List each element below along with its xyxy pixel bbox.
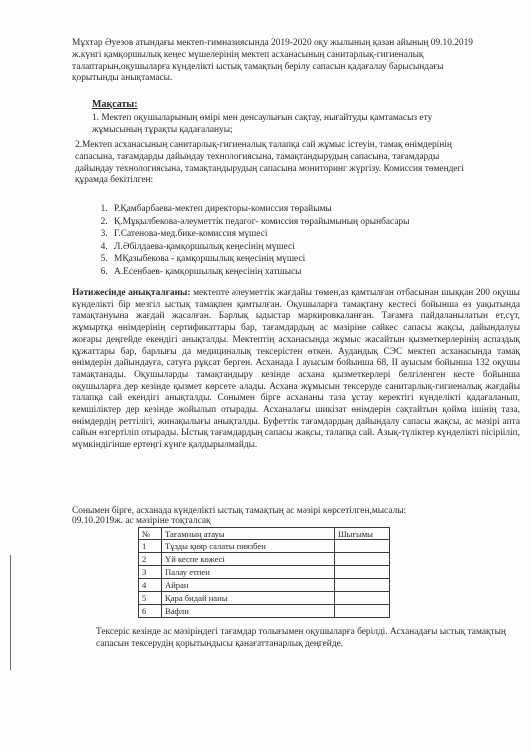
row-number: 2 (139, 553, 162, 566)
list-item: 2. Қ.Мұқылбекова-әлеуметтік педагог- комиссия төрайымының орынбасары (110, 216, 450, 229)
row-yield (335, 579, 390, 592)
menu-table (138, 527, 390, 618)
row-number: 6 (139, 605, 162, 618)
result-paragraph (72, 288, 520, 452)
goal-2: 2.Мектеп асханасының санитарлық-гигиеналық талапқа сай жұмыс істеуін, тамақ өнімдерінің сапасына, тағамдарды дайындау технологиясына, тамақтандырудың сапасына, тағамдарды дайындау технологиясына, тамақтандырудың сапасына мониторинг жүргізу. Комиссия төмендегі құрамда бекітілген: (75, 140, 464, 186)
menu-date: 09.10.2019ж. ас мәзіріне тоқталсақ (72, 516, 211, 526)
row-dish: Тұзды қияр салаты пиязбен (162, 540, 335, 553)
row-dish: Үй кеспе көжесі (162, 553, 335, 566)
row-yield (335, 605, 390, 618)
commission-members-list (92, 203, 450, 279)
table-row (139, 592, 390, 605)
intro-paragraph: Мұхтар Әуезов атындағы мектеп-гимназиясында 2019-2020 оқу жылының қазан айының 09.10.2019 ж.күнгі қамқоршылық кеңес мүшелерінің мектеп асханасының санитарлық-гигиеналық талаптарын,оқушыларға күнделікті ыстық тамақтың берілу сапасын қадағалау барысындағы қорытынды анықтамасы. (72, 38, 473, 84)
margin-line (10, 555, 11, 670)
table-row (139, 579, 390, 592)
final-paragraph: Тексеріс кезінде ас мәзіріндегі тағамдар толығымен оқушыларға берілді. Асханадағы ыстық тамақтың сапасын тексерудің қорытындысы қанағаттанарлық деңгейде. (96, 627, 506, 649)
table-row (139, 553, 390, 566)
list-item: 6. А.Есенбаев- қамқоршылық кеңесінің хатшысы (110, 266, 450, 279)
row-dish: Палау етпен (162, 566, 335, 579)
result-text: мектепте әлеуметтік жағдайы төмен,аз қамтылған отбасынан шыққан 200 оқушы күнделікті бір мезгіл ыстық тамақпен қамтылған. Оқушыларға тамақтану кестесі бойынша өз уақытында тамақтануына жағдай жасалған. Барлық ыдыстар маркировкаланған. Тағамға пайдаланылатын ет,сүт, жұмыртқа өнімдерінің сертификаттары бар, тағамдардың ас мәзіріне сәйкес сапасы жақсы, дайындалуы жоғары деңгейде екендігі анықталды. Мектептің асханасында жұмыс жасайтын қызметкерлерінің аспаздық құжаттары бар, барлығы да медициналық тексерістен өткен. Аудандық СЭС мектеп асханасында тамақ өнімдерін дайындауға, сатуға рұқсат берген. Асханада I ауысым бойынша 68, II ауысым бойынша 132 оқушы тамақтанады. Оқушыларды тамақтандыру кезінде асхана қызметкерлері белгіленген кесте бойынша оқушыларға дер кезінде қызмет көрсете алады. Асхана жұмысын тексеруде санитарлық-гигиеналық жағдайы талапқа сай екендігі анықталды. Сонымен бірге асхананы таза ұстау керектігі күнделікті қадағаланып, кемшіліктер дер кезінде жойылып отырады. Асханалағы шикізат өнімдерін сақтайтын қойма ішінің таза, өнімдердің реттілігі, жинақылығы анықталды. Буфеттік тағамдардың дайындалу сапасы жақсы, ас мәзірі апта сайын өзгертіліп отырады. Ыстық тағамдардың сапасы жақсы, талапқа сай. Азық-түліктер күнделікті пісірііліп, мүмкіндігінше ертеңгі күнге қалдырылмайды. (72, 288, 520, 451)
col-header-number: № (139, 528, 162, 540)
row-yield (335, 592, 390, 605)
col-header-dish: Тағамның атауы (162, 528, 335, 540)
row-dish: Вафли (162, 605, 335, 618)
goals-heading: Мақсаты: (92, 99, 138, 110)
menu-intro: Сонымен бірге, асханада күнделікті ыстық тамақтың ас мәзірі көрсетілген,мысалы: (72, 506, 407, 516)
row-number: 4 (139, 579, 162, 592)
table-row (139, 540, 390, 553)
goal-1: 1. Мектеп оқушыларының өмірі мен денсаулығын сақтау, нығайтуды қамтамасыз ету жұмысының тұрақты қадағалануы; (92, 113, 433, 135)
col-header-yield: Шығымы (335, 528, 390, 540)
table-header-row (139, 528, 390, 540)
table-row (139, 605, 390, 618)
row-number: 5 (139, 592, 162, 605)
row-dish: Қара бидай наны (162, 592, 335, 605)
table-row (139, 566, 390, 579)
row-yield (335, 540, 390, 553)
list-item: 5. МҚазыбекова - қамқоршылық кеңесінің мүшесі (110, 253, 450, 266)
row-number: 3 (139, 566, 162, 579)
result-label: Нәтижесінде анықталғаны: (72, 288, 191, 298)
list-item: 1. Р.Қамбарбаева-мектеп директоры-комиссия төрайымы (110, 203, 450, 216)
row-number: 1 (139, 540, 162, 553)
row-yield (335, 566, 390, 579)
row-yield (335, 553, 390, 566)
list-item: 4. Л.Әбілдаева-қамқоршылық кеңесінің мүшесі (110, 241, 450, 254)
list-item: 3. Г.Сатенова-мед.бике-комиссия мүшесі (110, 228, 450, 241)
row-dish: Айран (162, 579, 335, 592)
